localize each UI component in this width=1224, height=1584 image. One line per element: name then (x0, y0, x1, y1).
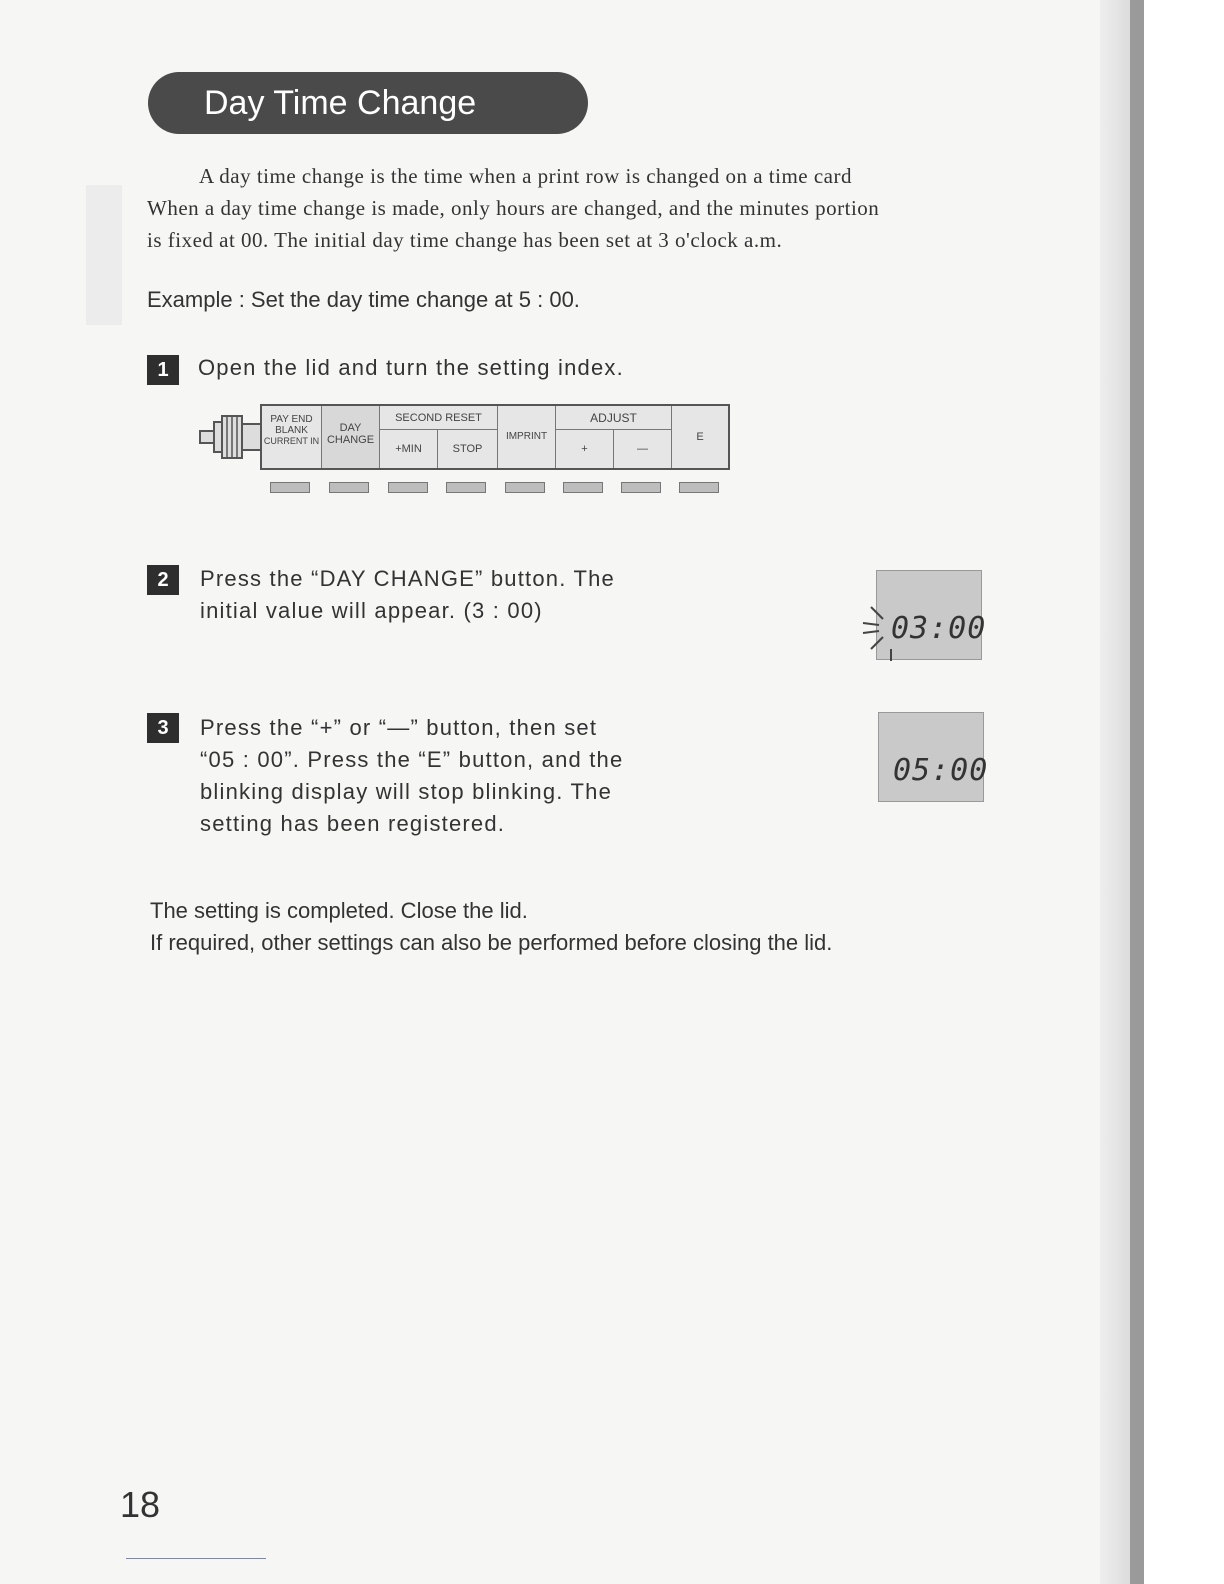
intro-line: is fixed at 00. The initial day time change has been set at 3 o'clock a.m. (147, 228, 783, 252)
second-reset-header: SECOND RESET (380, 406, 498, 430)
setting-index-diagram (198, 400, 738, 500)
scan-shadow (86, 185, 122, 325)
step-line: Press the “DAY CHANGE” button. The (200, 566, 615, 591)
setting-index-knob-icon (198, 412, 262, 462)
page-title: Day Time Change (148, 72, 588, 134)
stop-label: STOP (438, 430, 498, 468)
adjust-header: ADJUST (556, 406, 672, 430)
step-line: Press the “+” or “—” button, then set (200, 715, 598, 740)
step-3-badge: 3 (147, 713, 179, 743)
lcd-set-value: 05:00 (893, 753, 989, 788)
lcd-set-display (878, 712, 989, 802)
closing-line: If required, other settings can also be performed before closing the lid. (150, 930, 833, 955)
plus-label: + (556, 430, 614, 468)
example-text: Example : Set the day time change at 5 : 00. (147, 287, 580, 312)
footer-rule (126, 1558, 266, 1559)
e-label: E (696, 431, 704, 443)
button-slot (329, 482, 369, 493)
step-line: setting has been registered. (200, 811, 506, 836)
step-line: “05 : 00”. Press the “E” button, and the (200, 747, 624, 772)
button-slot (270, 482, 310, 493)
change-label: CHANGE (326, 434, 375, 446)
lcd-initial-value: 03:00 (891, 611, 987, 646)
imprint-label: IMPRINT (498, 406, 556, 468)
intro-line: When a day time change is made, only hours are changed, and the minutes portion (147, 196, 880, 220)
button-slot (621, 482, 661, 493)
step-3-text (200, 712, 623, 840)
closing-paragraph (150, 895, 832, 959)
page-margin (1144, 0, 1224, 1584)
page-number: 18 (120, 1484, 161, 1525)
step-line: Open the lid and turn the setting index. (198, 355, 624, 380)
step-line: blinking display will stop blinking. The (200, 779, 613, 804)
step-1-text (198, 352, 624, 384)
button-slot (388, 482, 428, 493)
minus-label: — (614, 430, 672, 468)
step-line: initial value will appear. (3 : 00) (200, 598, 543, 623)
day-label: DAY (339, 422, 362, 434)
blank-label: BLANK (275, 425, 308, 436)
current-label: CURRENT IN (263, 436, 320, 446)
closing-line: The setting is completed. Close the lid. (150, 898, 528, 923)
button-slot (505, 482, 545, 493)
button-slot (679, 482, 719, 493)
intro-line: A day time change is the time when a print row is changed on a time card (199, 164, 852, 188)
step-1-badge: 1 (147, 355, 179, 385)
button-slot (563, 482, 603, 493)
payend-cell (262, 406, 322, 468)
step-2-badge: 2 (147, 565, 179, 595)
payend-label: PAY END (270, 414, 313, 425)
lcd-initial-display (876, 570, 987, 660)
step-2-text (200, 563, 615, 627)
intro-paragraph (147, 160, 1107, 256)
binding-edge (1130, 0, 1144, 1584)
button-slot (446, 482, 486, 493)
min-label: +MIN (380, 430, 438, 468)
setting-index-panel (260, 404, 730, 470)
day-change-cell (322, 406, 380, 468)
